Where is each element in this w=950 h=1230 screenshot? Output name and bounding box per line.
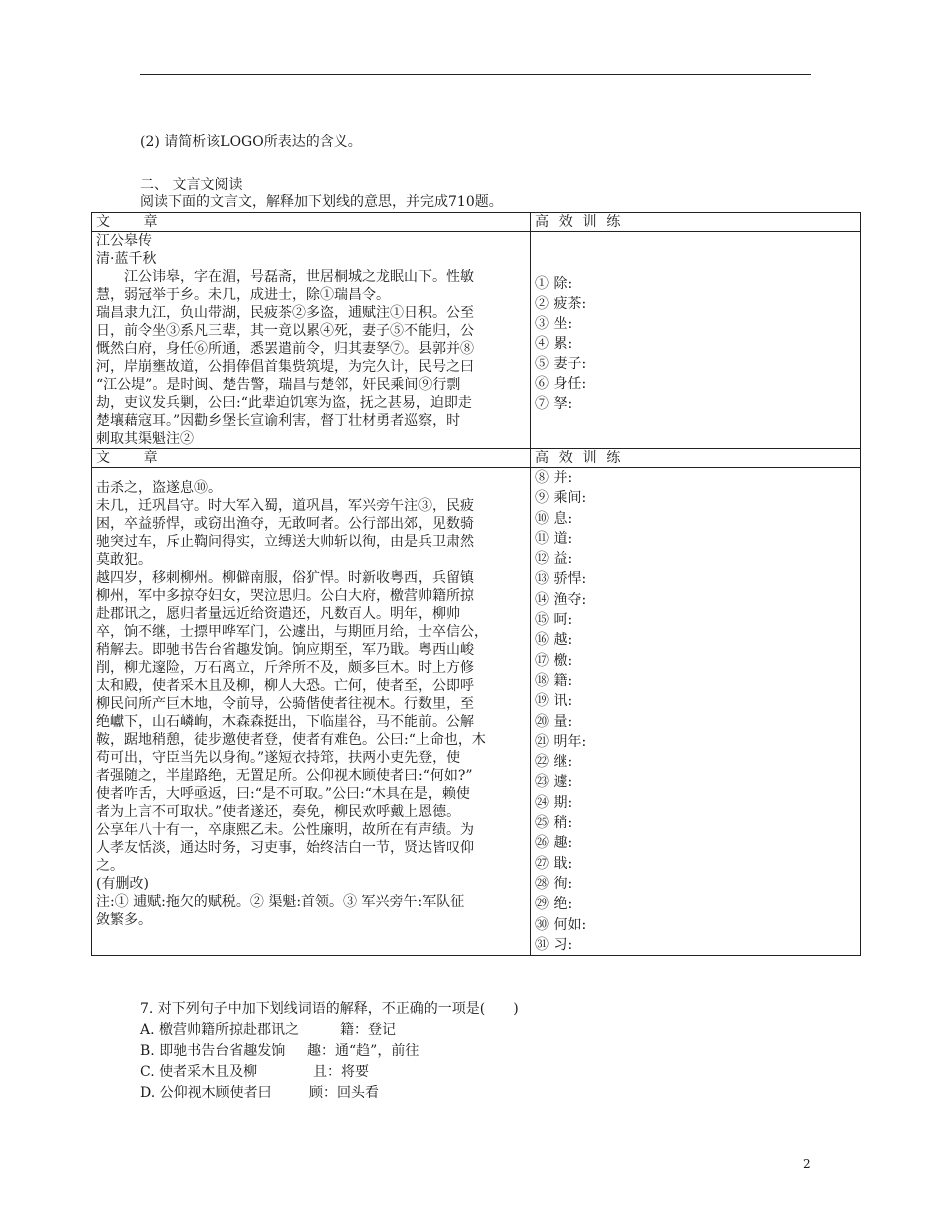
option-c-sentence: C. 使者采木且及柳 (140, 1064, 258, 1080)
option-a-sentence: A. 檄营帅籍所掠赴郡讯之 (140, 1022, 300, 1038)
training-item: ㉕ 稍: (535, 815, 573, 832)
text-line: 楚壤藉寇耳。”因勸乡堡长宣谕利害，督丁壮材勇者巡察，时 (96, 413, 461, 429)
option-c-gloss: 且：将要 (313, 1064, 369, 1080)
text-line: 稍解去。即驰书告台省趣发饷。饷应期至，军乃戢。粤西山峻 (96, 642, 474, 658)
article-author: 清·蓝千秋 (96, 251, 157, 267)
text-line: 人孝友恬淡，通达时务，习吏事，始终洁白一节，贤达皆叹仰 (96, 840, 474, 856)
text-line: 柳州，军中多掠夺妇女，哭泣思归。公白大府，檄营帅籍所掠 (96, 588, 474, 604)
text-line: 公享年八十有一，卒康熙乙未。公性廉明，故所在有声绩。为 (96, 822, 474, 838)
text-line: 慨然白府，身任⑥所通，悉罢遣前令，归其妻孥⑦。县郭并⑧ (96, 341, 474, 357)
training-item: ⑥ 身任: (535, 376, 587, 392)
option-c (140, 1062, 369, 1083)
option-b-gloss: 趣：通“趋”，前往 (307, 1043, 420, 1059)
training-item: ㉓ 遽: (535, 774, 573, 791)
training-item: ㉚ 何如: (535, 916, 587, 933)
text-line: 之。 (96, 858, 124, 874)
text-line: 瑞昌隶九江，负山带湖，民疲茶②多盗，逋赋注①日积。公至 (96, 305, 474, 321)
text-line: 鞍，踞地稍憩，徒步邀使者登，使者有难色。公曰:“上命也，木 (96, 732, 486, 748)
text-line: 敛繁多。 (96, 912, 152, 928)
option-a-gloss: 籍：登记 (340, 1022, 396, 1038)
text-line: 击杀之，盗遂息⑩。 (96, 480, 222, 496)
text-line: 慧，弱冠举于乡。未几，成进士，除①瑞昌令。 (96, 287, 390, 303)
training-item: ㉒ 继: (535, 754, 573, 771)
text-line: 者强随之，半崖路绝，无置足所。公仰视木顾使者曰:“何如?” (96, 768, 473, 784)
article-part-1 (92, 232, 531, 449)
training-item: ㉗ 戢: (535, 855, 573, 872)
text-line: 绝巘下，山石嶙峋，木森森挺出，下临崖谷，马不能前。公解 (96, 714, 474, 730)
training-list-2 (531, 468, 861, 956)
option-d-sentence: D. 公仰视木顾使者曰 (140, 1085, 272, 1101)
text-line: 使者咋舌，大呼亟返，曰:“是不可取。”公曰:“木具在是，赖使 (96, 786, 470, 802)
option-b-sentence: B. 即驰书告台省趣发饷 (140, 1043, 286, 1059)
training-item: ㉔ 期: (535, 794, 573, 811)
text-line: “江公堤”。是时闽、楚告警，瑞昌与楚邻，奸民乘间⑨行剽 (96, 377, 461, 393)
training-item: ㉛ 习: (535, 936, 573, 953)
option-a (140, 1020, 396, 1041)
training-item: ⑭ 渔夺: (535, 591, 587, 608)
training-item: ④ 累: (535, 336, 573, 352)
training-item: ⑤ 妻子: (535, 356, 587, 372)
training-item: ⑮ 呵: (535, 612, 573, 629)
header-rule (140, 74, 811, 75)
question-7-stem: 7. 对下列句子中加下划线词语的解释，不正确的一项是( ) (140, 1001, 519, 1017)
training-item: ㉑ 明年: (535, 733, 587, 750)
text-line: 未几，迁巩昌守。时大军入蜀，道巩昌，军兴旁午注③，民疲 (96, 498, 474, 514)
article-title: 江公皋传 (96, 233, 152, 249)
text-line: 莫敢犯。 (96, 552, 152, 568)
reading-table (91, 212, 861, 956)
training-item: ③ 坐: (535, 316, 573, 332)
col-header-article: 文 章 (92, 213, 531, 232)
training-item: ⑧ 并: (535, 470, 573, 486)
text-line: 太和殿，使者采木且及柳，柳人大恐。亡何，使者至，公即呼 (96, 678, 474, 694)
training-item: ⑨ 乘间: (535, 490, 587, 507)
text-line: 赴郡讯之，愿归者量远近给资遣还，凡数百人。明年，柳帅 (96, 606, 460, 622)
text-line: 江公讳皋，字在湄，号磊斋，世居桐城之龙眠山下。性敏 (124, 269, 474, 285)
col-header-training-2: 高效训练 (531, 449, 861, 468)
text-line: 日，前令坐③系凡三辈，其一竟以累④死，妻子⑤不能归，公 (96, 323, 474, 339)
text-line: 困，卒益骄悍，或窃出渔夺，无敢呵者。公行部出郊，见数骑 (96, 516, 474, 532)
col-header-training: 高效训练 (531, 213, 861, 232)
text-line: 柳民问所产巨木地，令前导，公骑偕使者往视木。行数里，至 (96, 696, 474, 712)
training-item: ⑬ 骄悍: (535, 571, 587, 588)
training-item: ⑪ 道: (535, 530, 573, 547)
training-item: ㉘ 徇: (535, 875, 573, 892)
training-item: ⑦ 孥: (535, 396, 573, 412)
training-item: ② 疲茶: (535, 296, 587, 312)
text-line: 削，柳尤邃险，万石离立，斤斧所不及，颇多巨木。时上方修 (96, 660, 474, 676)
text-line: 刺取其渠魁注② (96, 431, 194, 447)
col-header-article-2: 文 章 (92, 449, 531, 468)
instruction: 阅读下面的文言文，解释加下划线的意思，并完成710题。 (140, 194, 503, 210)
section-heading: 二、 文言文阅读 (140, 177, 243, 193)
training-item: ⑩ 息: (535, 510, 573, 527)
training-item: ⑯ 越: (535, 632, 573, 649)
training-item: ⑳ 量: (535, 713, 573, 730)
text-line: 者为上言不可取状。”使者遂还，奏免，柳民欢呼戴上恩德。 (96, 804, 461, 820)
text-line: 卒，饷不继，士摽甲哗军门，公遽出，与期匝月给，士卒信公， (96, 624, 488, 640)
training-item: ⑲ 讯: (535, 693, 573, 710)
text-line: 注:① 逋赋:拖欠的赋税。② 渠魁:首领。③ 军兴旁午:军队征 (96, 894, 465, 910)
article-part-2 (92, 468, 531, 956)
training-list-1 (531, 232, 861, 449)
training-item: ㉖ 趣: (535, 835, 573, 852)
option-d (140, 1083, 379, 1104)
text-line: 河，岸崩壅故道，公捐俸倡首集赀筑堤，为完久计，民号之曰 (96, 359, 474, 375)
text-line: (有删改) (96, 876, 149, 892)
training-item: ⑰ 檄: (535, 652, 573, 669)
training-item: ㉙ 绝: (535, 896, 573, 913)
question-2: (2) 请简析该LOGO所表达的含义。 (140, 134, 362, 150)
training-item: ⑫ 益: (535, 551, 573, 568)
text-line: 越四岁，移刺柳州。柳僻南服，俗犷悍。时新收粤西，兵留镇 (96, 570, 474, 586)
training-item: ① 除: (535, 276, 573, 292)
text-line: 驰突过车，斥止鞫问得实，立缚送大帅斩以徇，由是兵卫肃然 (96, 534, 474, 550)
option-d-gloss: 顾：回头看 (309, 1085, 379, 1101)
training-item: ⑱ 籍: (535, 672, 573, 689)
page-number: 2 (803, 1157, 811, 1171)
option-b (140, 1041, 419, 1062)
text-line: 劫，吏议发兵剿，公曰:“此辈迫饥寒为盗，抚之甚易，迫即走 (96, 395, 472, 411)
text-line: 苟可出，守臣当先以身徇。”遂短衣持筇，扶两小吏先登，使 (96, 750, 461, 766)
